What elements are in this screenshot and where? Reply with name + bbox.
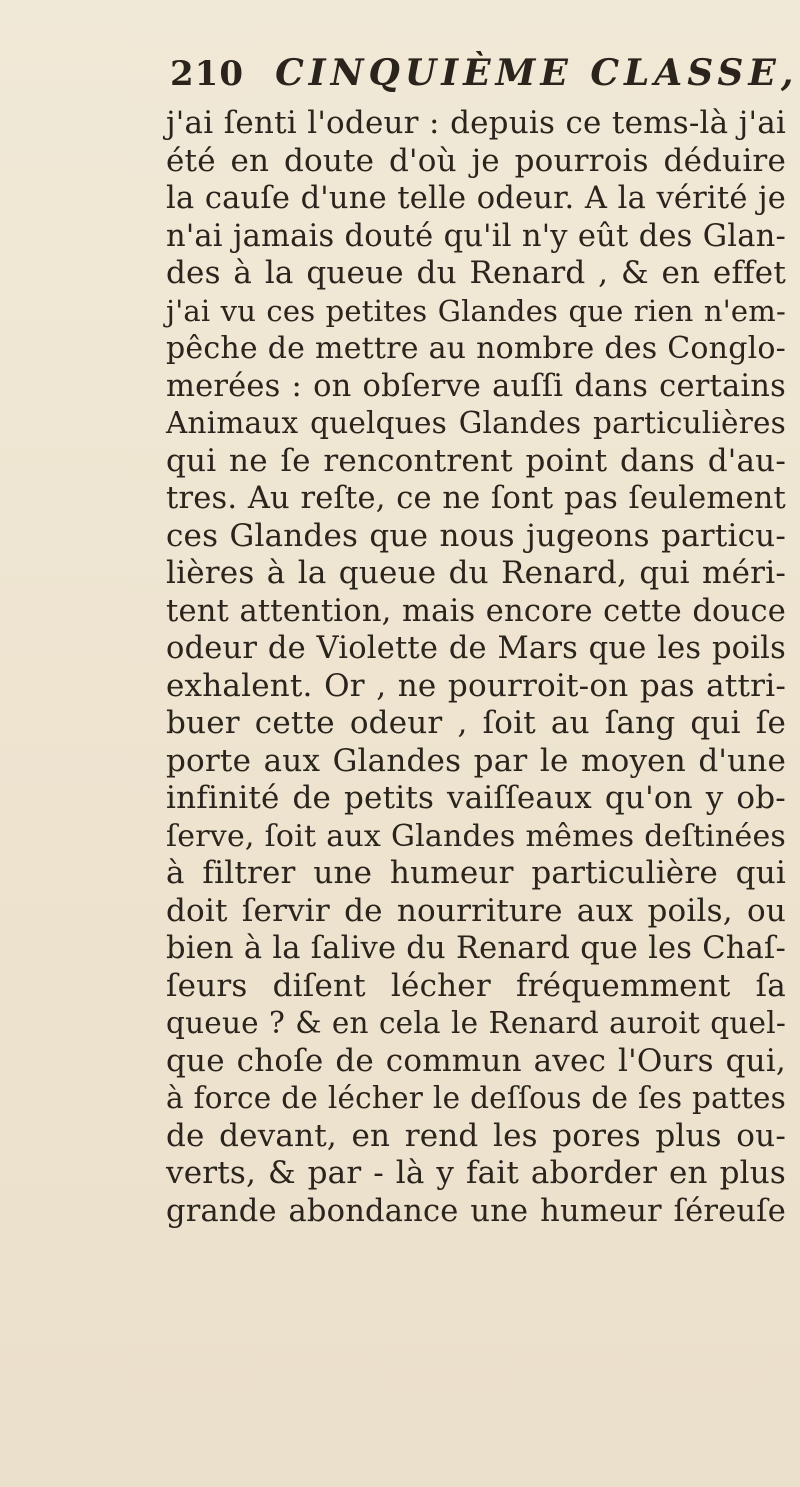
text-line: été en doute d'où je pourrois déduire xyxy=(166,142,786,179)
running-head: CINQUIÈME CLASSE, xyxy=(275,52,799,94)
text-line: odeur de Violette de Mars que les poils xyxy=(166,631,786,666)
text-line: infinité de petits vaiſſeaux qu'on y ob- xyxy=(166,780,786,816)
text-line: qui ne ſe rencontrent point dans d'au- xyxy=(166,442,786,479)
text-line: ces Glandes que nous jugeons particu- xyxy=(166,517,786,554)
text-line: j'ai vu ces petites Glandes que rien n'em- xyxy=(166,293,786,328)
text-line: la cauſe d'une telle odeur. A la vérité je xyxy=(166,181,786,216)
body-text xyxy=(166,105,786,1230)
text-line: Animaux quelques Glandes particulières xyxy=(166,406,786,440)
text-line: pêche de mettre au nombre des Conglo- xyxy=(166,331,786,366)
text-line: lières à la queue du Renard, qui méri- xyxy=(166,555,786,591)
text-line: n'ai jamais douté qu'il n'y eût des Glan- xyxy=(166,218,786,254)
text-line: tent attention, mais encore cette douce xyxy=(166,593,786,629)
text-line: merées : on obſerve auſſi dans certains xyxy=(166,368,786,404)
text-line: porte aux Glandes par le moyen d'une xyxy=(166,742,786,779)
text-line: à force de lécher le deſſous de ſes pattes xyxy=(166,1081,786,1115)
text-line: que choſe de commun avec l'Ours qui, xyxy=(166,1042,786,1079)
text-line: j'ai ſenti l'odeur : depuis ce tems-là j'ai xyxy=(166,105,786,141)
text-line: exhalent. Or , ne pourroit-on pas attri- xyxy=(166,667,786,704)
text-line: grande abondance une humeur ſéreuſe xyxy=(166,1193,786,1229)
text-line: de devant, en rend les pores plus ou- xyxy=(166,1117,786,1154)
text-line: ſeurs diſent lécher fréquemment ſa xyxy=(166,967,786,1004)
text-line: buer cette odeur , ſoit au ſang qui ſe xyxy=(166,705,786,741)
page-number: 210 xyxy=(170,54,244,94)
text-line: ſerve, ſoit aux Glandes mêmes deſtinées xyxy=(166,818,786,854)
text-line: queue ? & en cela le Renard auroit quel- xyxy=(166,1006,786,1040)
text-line: à filtrer une humeur particulière qui xyxy=(166,855,786,891)
text-line: verts, & par - là y fait aborder en plus xyxy=(166,1155,786,1191)
text-line: doit ſervir de nourriture aux poils, ou xyxy=(166,892,786,929)
page-header xyxy=(170,52,799,102)
text-line: tres. Au reſte, ce ne ſont pas ſeulement xyxy=(166,481,786,516)
text-line: des à la queue du Renard , & en effet xyxy=(166,255,786,291)
text-line: bien à la ſalive du Renard que les Chaſ- xyxy=(166,931,786,966)
